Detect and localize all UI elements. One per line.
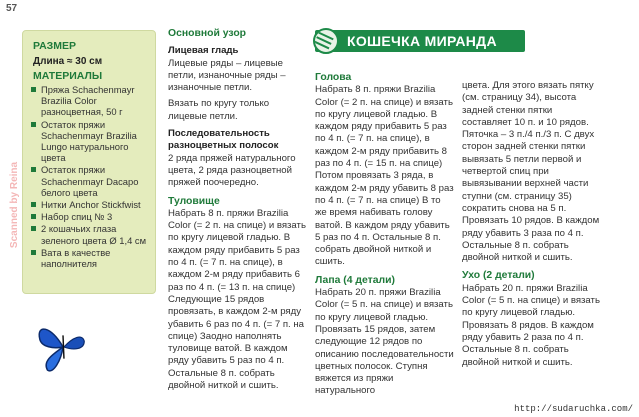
stripes-title: Последовательность разноцветных полосок (168, 128, 279, 152)
butterfly-illustration (34, 318, 92, 376)
list-item: Нитки Anchor Stickfwist (31, 199, 151, 210)
stockinette-text-2: Вязать по кругу только лицевые петли. (168, 98, 270, 122)
page-number: 57 (6, 3, 18, 14)
paw-title: Лапа (4 детали) (315, 274, 395, 286)
site-url: http://sudaruchka.com/ (514, 404, 633, 414)
stockinette-text: Лицевые ряды – лицевые петли, изнаночные ряды – изнаночные петли. (168, 57, 286, 94)
list-item: Остаток пряжи Schachenmayr Brazilia Lungo натурального цвета (31, 119, 151, 164)
paw-continued-text: цвета. Для этого вязать пятку (см. страницу 34), высота задней стенки пятки составляет 10 п. и 10 рядов. Пяточка – 3 п./4 п./3 п. С двух сторон задней стенки пятки вывязать 5 петли первой и четвертой спиц при вывязывании верхней части ступни (см. страницу 35) сократить снова на 5 п. Провязать 10 рядов. В каждом ряду убавить 3 раза по 4 п. Остальные 8 п. собрать двойной ниткой и сшить. (462, 80, 600, 264)
list-item: 2 кошачьих глаза зеленого цвета Ø 1,4 см (31, 223, 151, 245)
torso-text: Набрать 8 п. пряжи Brazilia Color (= 2 п. на спице) и вязать по кругу лицевой гладью. В каждом ряду прибавить 5 раз по 4 п. (= 7 п. на спице), в каждом 2-м ряду прибавить 6 раз по 4 п. (= 13 п. на спице) Следующие 15 рядов провязать, в каждом 2-м ряду убавить 6 раз по 4 п. (= 7 п. на спице) Заодно наполнять туловище ватой. В каждом ряду убавить 5 раз по 4 п. Остальные 8 п. собрать двойной ниткой и сшить. (168, 207, 306, 392)
watermark: Scanned by Reina (8, 161, 20, 249)
column-3 (462, 80, 602, 369)
materials-box (22, 30, 156, 294)
length-value: Длина ≈ 30 см (33, 56, 103, 67)
title-banner (315, 30, 525, 52)
list-item: Вата в качестве наполнителя (31, 247, 151, 269)
banner-title: КОШЕЧКА МИРАНДА (347, 33, 497, 49)
list-item: Остаток пряжи Schachenmayr Dacapo белого цвета (31, 164, 151, 198)
column-2 (315, 72, 455, 398)
stripes-text: 2 ряда пряжей натурального цвета, 2 ряда разноцветной пряжей поочередно. (168, 152, 296, 189)
head-title: Голова (315, 72, 352, 83)
basic-pattern-title: Основной узор (168, 28, 247, 39)
size-title: РАЗМЕР (33, 40, 76, 52)
materials-list (23, 84, 155, 269)
ear-title: Ухо (2 детали) (462, 270, 535, 282)
materials-title: МАТЕРИАЛЫ (33, 70, 103, 82)
paw-text: Набрать 20 п. пряжи Brazilia Color (= 5 п. на спице) и вязать по кругу лицевой гладью. Провязать 15 рядов, затем следующие 12 рядов по описанию последовательности цветных полосок. Ступня вяжется из пряжи натурального (315, 287, 454, 397)
yarn-ball-icon (313, 28, 339, 54)
column-1 (168, 28, 306, 392)
head-text: Набрать 8 п. пряжи Brazilia Color (= 2 п. на спице) и вязать по кругу лицевой гладью. В каждом ряду прибавить 5 раз по 4 п. (= 7 п. на спице), в каждом 2-м ряду прибавить 8 раз по 4 п. (= 15 п. на спице) Потом провязать 3 ряда, в каждом 2-м ряду убавить 8 раз по 4 п. (= 7 п. на спице) В то же время набивать голову ватой. В каждом ряду убавить 5 раз по 4 п. Остальные 8 п. собрать двойной ниткой и сшить. (315, 84, 454, 268)
ear-text: Набрать 20 п. пряжи Brazilia Color (= 5 п. на спице) и вязать по кругу лицевой гладью. Провязать 8 рядов. В каждом ряду убавить 2 раза по 4 п. Остальные 8 п. собрать двойной ниткой и сшить. (462, 282, 600, 368)
torso-title: Туловище (168, 195, 220, 207)
stockinette-title: Лицевая гладь (168, 45, 239, 57)
list-item: Пряжа Schachenmayr Brazilia Color разноцветная, 50 г (31, 84, 151, 118)
list-item: Набор спиц № 3 (31, 211, 151, 222)
